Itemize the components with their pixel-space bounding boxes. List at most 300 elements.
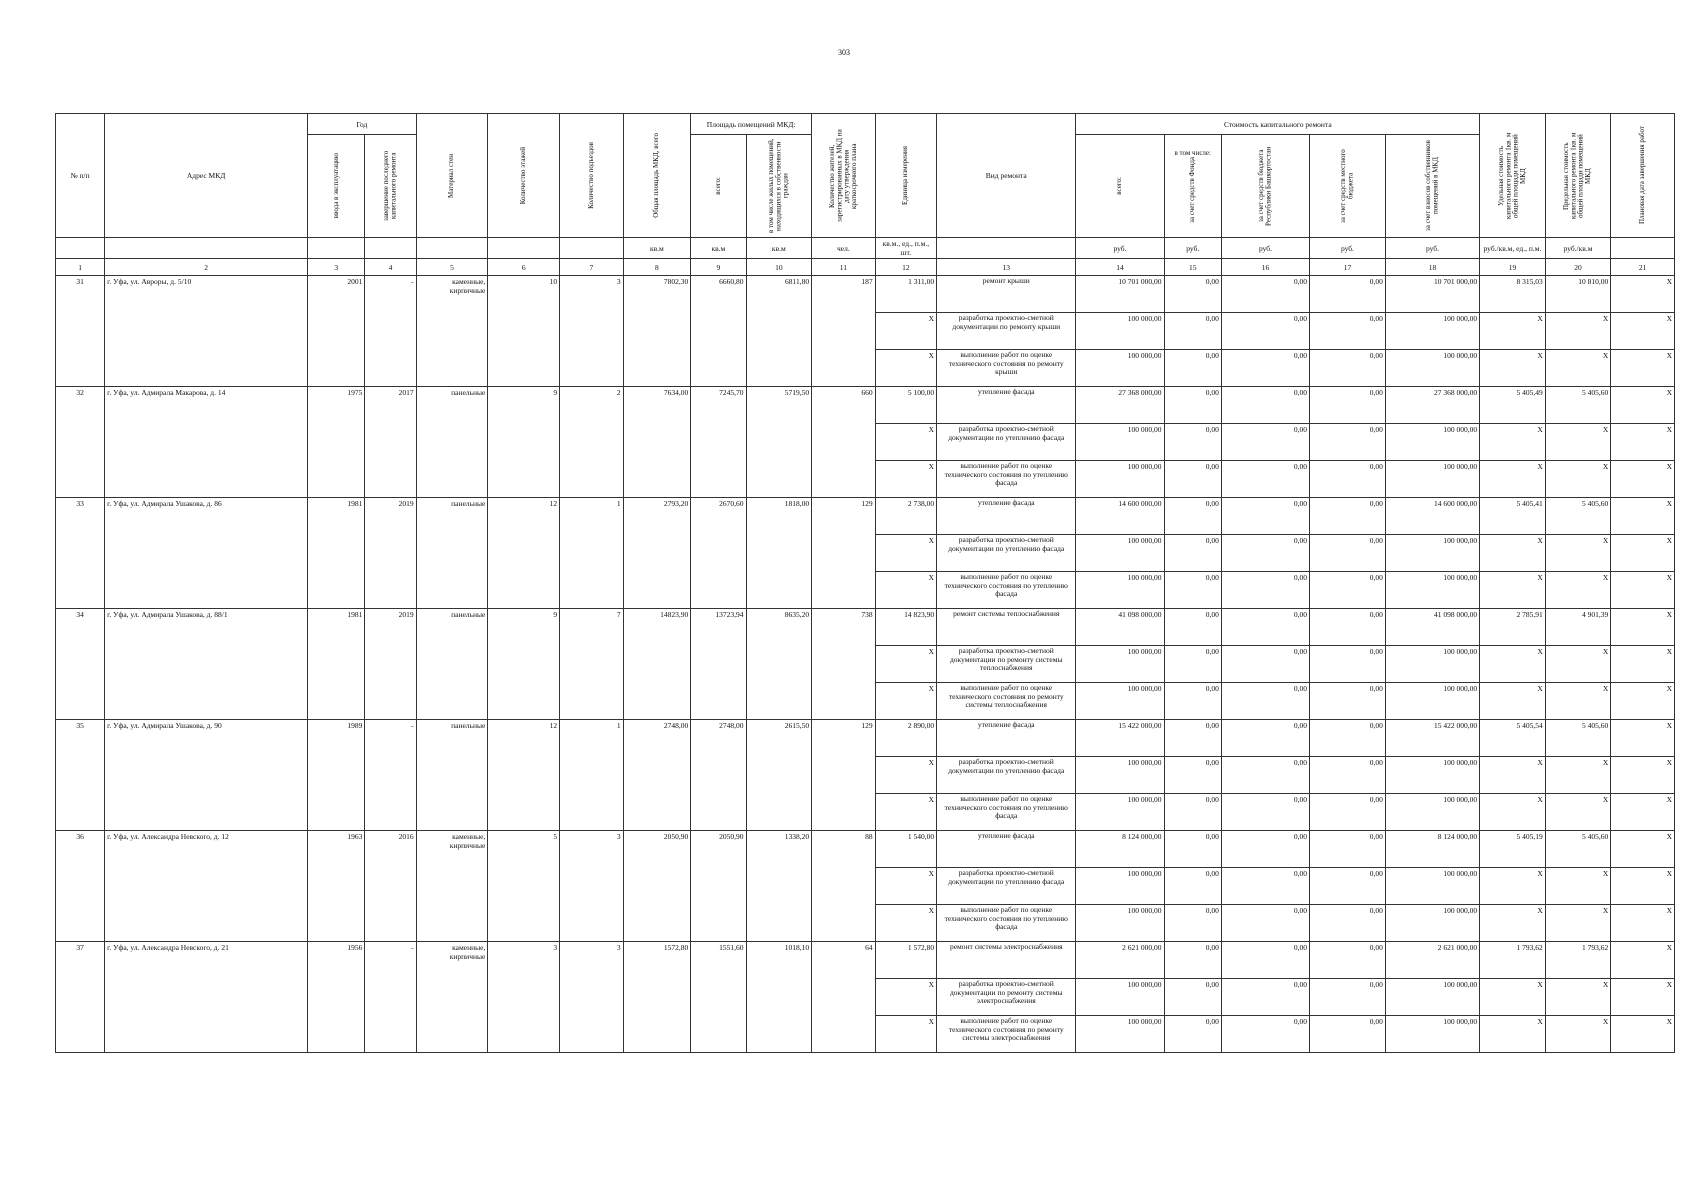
unit-cost-cell: 1 793,62 <box>1480 942 1546 979</box>
cost-local-cell: 0,00 <box>1310 794 1386 831</box>
index-cell: 4 <box>365 259 416 276</box>
unit-cell: кв.м., ед., п.м., шт. <box>875 238 936 259</box>
cost-total-cell: 10 701 000,00 <box>1076 276 1164 313</box>
cost-local-cell: 0,00 <box>1310 276 1386 313</box>
cost-local-cell: 0,00 <box>1310 350 1386 387</box>
work-type-cell: выполнение работ по оценке технического состояния по утеплению фасада <box>937 905 1076 942</box>
plan-date-cell: X <box>1611 720 1675 757</box>
plan-date-cell: X <box>1611 683 1675 720</box>
cost-fund-cell: 0,00 <box>1164 905 1221 942</box>
cost-owners-cell: 100 000,00 <box>1385 794 1479 831</box>
cost-total-cell: 100 000,00 <box>1076 868 1164 905</box>
last-repair-cell: 2016 <box>365 831 416 942</box>
quantity-cell: X <box>875 350 936 387</box>
row-number: 33 <box>56 498 105 609</box>
table-row <box>56 498 1675 535</box>
unit-cell: руб. <box>1164 238 1221 259</box>
cost-total-cell: 100 000,00 <box>1076 979 1164 1016</box>
residents-cell: 129 <box>812 498 876 609</box>
index-cell: 3 <box>308 259 365 276</box>
address-cell: г. Уфа, ул. Александра Невского, д. 21 <box>105 942 308 1053</box>
premises-cell: 2050,90 <box>691 831 746 942</box>
unit-cost-cell: X <box>1480 757 1546 794</box>
entrances-cell: 3 <box>560 831 624 942</box>
plan-date-cell: X <box>1611 498 1675 535</box>
wall-material-cell: панельные <box>416 498 488 609</box>
header-total-area: Общая площадь МКД, всего <box>623 114 691 238</box>
index-cell: 6 <box>488 259 560 276</box>
header-cost-republic: за счет средств бюджета Республики Башкортостан <box>1221 135 1309 238</box>
cost-republic-cell: 0,00 <box>1221 572 1309 609</box>
quantity-cell: 14 823,90 <box>875 609 936 646</box>
limit-cost-cell: X <box>1545 757 1611 794</box>
header-no: № п/п <box>56 114 105 238</box>
cost-fund-cell: 0,00 <box>1164 979 1221 1016</box>
plan-date-cell: X <box>1611 757 1675 794</box>
cost-local-cell: 0,00 <box>1310 1016 1386 1053</box>
header-address: Адрес МКД <box>105 114 308 238</box>
last-repair-cell: 2019 <box>365 498 416 609</box>
unit-cell: кв.м <box>746 238 812 259</box>
total-area-cell: 14823,90 <box>623 609 691 720</box>
cost-owners-cell: 2 621 000,00 <box>1385 942 1479 979</box>
unit-cost-cell: X <box>1480 979 1546 1016</box>
plan-date-cell: X <box>1611 313 1675 350</box>
unit-cost-cell: 2 785,91 <box>1480 609 1546 646</box>
header-residents: Количество жителей, зарегистрированных в МКД на дату утверждения краткосрочного плана <box>812 114 876 238</box>
work-type-cell: разработка проектно-сметной документации по ремонту крыши <box>937 313 1076 350</box>
work-type-cell: утепление фасада <box>937 720 1076 757</box>
cost-republic-cell: 0,00 <box>1221 794 1309 831</box>
wall-material-cell: каменные, кирпичные <box>416 831 488 942</box>
owned-cell: 1818,00 <box>746 498 812 609</box>
row-number: 36 <box>56 831 105 942</box>
index-cell: 11 <box>812 259 876 276</box>
unit-cost-cell: 5 405,41 <box>1480 498 1546 535</box>
premises-cell: 2670,60 <box>691 498 746 609</box>
quantity-cell: X <box>875 313 936 350</box>
limit-cost-cell: X <box>1545 1016 1611 1053</box>
entrances-cell: 3 <box>560 276 624 387</box>
quantity-cell: 2 738,00 <box>875 498 936 535</box>
quantity-cell: X <box>875 794 936 831</box>
quantity-cell: 2 890,00 <box>875 720 936 757</box>
table-row <box>56 831 1675 868</box>
floors-cell: 9 <box>488 387 560 498</box>
cost-total-cell: 100 000,00 <box>1076 1016 1164 1053</box>
header-plan-date: Плановая дата завершения работ <box>1611 114 1675 238</box>
quantity-cell: X <box>875 646 936 683</box>
table-row <box>56 609 1675 646</box>
quantity-cell: X <box>875 979 936 1016</box>
cost-republic-cell: 0,00 <box>1221 535 1309 572</box>
quantity-cell: X <box>875 757 936 794</box>
unit-cell <box>488 238 560 259</box>
cost-local-cell: 0,00 <box>1310 424 1386 461</box>
cost-republic-cell: 0,00 <box>1221 424 1309 461</box>
cost-total-cell: 100 000,00 <box>1076 905 1164 942</box>
work-type-cell: утепление фасада <box>937 387 1076 424</box>
cost-owners-cell: 100 000,00 <box>1385 905 1479 942</box>
cost-total-cell: 100 000,00 <box>1076 683 1164 720</box>
cost-republic-cell: 0,00 <box>1221 1016 1309 1053</box>
premises-cell: 6660,80 <box>691 276 746 387</box>
premises-cell: 13723,94 <box>691 609 746 720</box>
cost-fund-cell: 0,00 <box>1164 461 1221 498</box>
address-cell: г. Уфа, ул. Адмирала Ушакова, д. 90 <box>105 720 308 831</box>
plan-date-cell: X <box>1611 1016 1675 1053</box>
cost-owners-cell: 41 098 000,00 <box>1385 609 1479 646</box>
cost-republic-cell: 0,00 <box>1221 979 1309 1016</box>
index-cell: 20 <box>1545 259 1611 276</box>
cost-fund-cell: 0,00 <box>1164 387 1221 424</box>
total-area-cell: 7634,00 <box>623 387 691 498</box>
owned-cell: 5719,50 <box>746 387 812 498</box>
residents-cell: 738 <box>812 609 876 720</box>
cost-total-cell: 15 422 000,00 <box>1076 720 1164 757</box>
cost-republic-cell: 0,00 <box>1221 868 1309 905</box>
work-type-cell: выполнение работ по оценке технического состояния по утеплению фасада <box>937 572 1076 609</box>
cost-republic-cell: 0,00 <box>1221 646 1309 683</box>
index-cell: 16 <box>1221 259 1309 276</box>
cost-owners-cell: 100 000,00 <box>1385 683 1479 720</box>
cost-fund-cell: 0,00 <box>1164 720 1221 757</box>
limit-cost-cell: X <box>1545 424 1611 461</box>
plan-date-cell: X <box>1611 905 1675 942</box>
row-number: 31 <box>56 276 105 387</box>
work-type-cell: разработка проектно-сметной документации по утеплению фасада <box>937 868 1076 905</box>
year-cell: 1963 <box>308 831 365 942</box>
cost-owners-cell: 100 000,00 <box>1385 350 1479 387</box>
row-number: 35 <box>56 720 105 831</box>
work-type-cell: разработка проектно-сметной документации по ремонту системы теплоснабжения <box>937 646 1076 683</box>
unit-cost-cell: 5 405,49 <box>1480 387 1546 424</box>
cost-total-cell: 100 000,00 <box>1076 313 1164 350</box>
entrances-cell: 1 <box>560 498 624 609</box>
work-type-cell: выполнение работ по оценке технического состояния по ремонту системы электроснабжения <box>937 1016 1076 1053</box>
owned-cell: 6811,80 <box>746 276 812 387</box>
cost-fund-cell: 0,00 <box>1164 757 1221 794</box>
quantity-cell: 1 540,00 <box>875 831 936 868</box>
year-cell: 1975 <box>308 387 365 498</box>
cost-total-cell: 100 000,00 <box>1076 572 1164 609</box>
plan-date-cell: X <box>1611 794 1675 831</box>
plan-date-cell: X <box>1611 350 1675 387</box>
cost-owners-cell: 100 000,00 <box>1385 424 1479 461</box>
unit-cell <box>937 238 1076 259</box>
page-number: 303 <box>838 48 850 57</box>
floors-cell: 3 <box>488 942 560 1053</box>
cost-local-cell: 0,00 <box>1310 905 1386 942</box>
cost-fund-cell: 0,00 <box>1164 831 1221 868</box>
unit-cell: руб./кв.м <box>1545 238 1611 259</box>
cost-republic-cell: 0,00 <box>1221 350 1309 387</box>
address-cell: г. Уфа, ул. Адмирала Ушакова, д. 86 <box>105 498 308 609</box>
index-cell: 15 <box>1164 259 1221 276</box>
limit-cost-cell: X <box>1545 905 1611 942</box>
limit-cost-cell: X <box>1545 868 1611 905</box>
address-cell: г. Уфа, ул. Адмирала Макарова, д. 14 <box>105 387 308 498</box>
cost-owners-cell: 100 000,00 <box>1385 868 1479 905</box>
header-cost-group <box>1076 114 1480 135</box>
cost-fund-cell: 0,00 <box>1164 276 1221 313</box>
cost-owners-cell: 14 600 000,00 <box>1385 498 1479 535</box>
work-type-cell: утепление фасада <box>937 831 1076 868</box>
premises-cell: 1551,60 <box>691 942 746 1053</box>
header-wall-material: Материал стен <box>416 114 488 238</box>
header-limit-cost: Предельная стоимость капитального ремонта 1кв. м общей площади помещений МКД <box>1545 114 1611 238</box>
work-type-cell: ремонт крыши <box>937 276 1076 313</box>
cost-local-cell: 0,00 <box>1310 683 1386 720</box>
year-cell: 1981 <box>308 498 365 609</box>
header-cost-owners: за счет взносов собственников помещений в МКД <box>1385 135 1479 238</box>
year-cell: 1956 <box>308 942 365 1053</box>
table-row <box>56 720 1675 757</box>
unit-cost-cell: X <box>1480 794 1546 831</box>
cost-republic-cell: 0,00 <box>1221 757 1309 794</box>
unit-cost-cell: X <box>1480 313 1546 350</box>
cost-local-cell: 0,00 <box>1310 831 1386 868</box>
cost-local-cell: 0,00 <box>1310 313 1386 350</box>
limit-cost-cell: X <box>1545 461 1611 498</box>
unit-cell: руб. <box>1310 238 1386 259</box>
cost-local-cell: 0,00 <box>1310 720 1386 757</box>
unit-cell <box>416 238 488 259</box>
unit-cell: руб. <box>1076 238 1164 259</box>
header-entrances: Количество подъездов <box>560 114 624 238</box>
total-area-cell: 1572,80 <box>623 942 691 1053</box>
work-type-cell: утепление фасада <box>937 498 1076 535</box>
cost-fund-cell: 0,00 <box>1164 868 1221 905</box>
cost-fund-cell: 0,00 <box>1164 1016 1221 1053</box>
quantity-cell: X <box>875 461 936 498</box>
header-cost-total: всего: <box>1076 135 1164 238</box>
cost-total-cell: 27 368 000,00 <box>1076 387 1164 424</box>
cost-total-cell: 100 000,00 <box>1076 535 1164 572</box>
cost-republic-cell: 0,00 <box>1221 387 1309 424</box>
total-area-cell: 2050,90 <box>623 831 691 942</box>
cost-fund-cell: 0,00 <box>1164 572 1221 609</box>
cost-republic-cell: 0,00 <box>1221 683 1309 720</box>
work-type-cell: ремонт системы теплоснабжения <box>937 609 1076 646</box>
quantity-cell: X <box>875 868 936 905</box>
cost-owners-cell: 100 000,00 <box>1385 461 1479 498</box>
header-unit-cost: Удельная стоимость капитального ремонта 1кв. м общей площади помещений МКД <box>1480 114 1546 238</box>
cost-local-cell: 0,00 <box>1310 979 1386 1016</box>
unit-cost-cell: X <box>1480 868 1546 905</box>
header-premises-group: Площадь помещений МКД: <box>691 114 812 135</box>
entrances-cell: 3 <box>560 942 624 1053</box>
quantity-cell: 1 311,00 <box>875 276 936 313</box>
total-area-cell: 2793,20 <box>623 498 691 609</box>
work-type-cell: ремонт системы электроснабжения <box>937 942 1076 979</box>
cost-owners-cell: 100 000,00 <box>1385 313 1479 350</box>
floors-cell: 10 <box>488 276 560 387</box>
header-unit: Единица измерения <box>875 114 936 238</box>
unit-cell <box>1611 238 1675 259</box>
cost-local-cell: 0,00 <box>1310 498 1386 535</box>
table-row <box>56 387 1675 424</box>
unit-cost-cell: X <box>1480 424 1546 461</box>
limit-cost-cell: X <box>1545 794 1611 831</box>
header-floors: Количество этажей <box>488 114 560 238</box>
index-cell: 7 <box>560 259 624 276</box>
header-cost-fund: в том числе: за счет средств Фонда <box>1164 135 1221 238</box>
cost-local-cell: 0,00 <box>1310 387 1386 424</box>
year-cell: 1981 <box>308 609 365 720</box>
work-type-cell: разработка проектно-сметной документации по утеплению фасада <box>937 757 1076 794</box>
header-year-last-repair: завершение последнего капитального ремонта <box>365 135 416 238</box>
cost-republic-cell: 0,00 <box>1221 905 1309 942</box>
row-number: 34 <box>56 609 105 720</box>
unit-cell: руб. <box>1221 238 1309 259</box>
wall-material-cell: панельные <box>416 387 488 498</box>
index-cell: 19 <box>1480 259 1546 276</box>
header-year-group: Год <box>308 114 417 135</box>
limit-cost-cell: 5 405,60 <box>1545 387 1611 424</box>
limit-cost-cell: 5 405,60 <box>1545 720 1611 757</box>
cost-total-cell: 100 000,00 <box>1076 757 1164 794</box>
quantity-cell: X <box>875 683 936 720</box>
wall-material-cell: панельные <box>416 720 488 831</box>
index-cell: 10 <box>746 259 812 276</box>
cost-total-cell: 100 000,00 <box>1076 424 1164 461</box>
cost-total-cell: 8 124 000,00 <box>1076 831 1164 868</box>
wall-material-cell: панельные <box>416 609 488 720</box>
unit-cost-cell: 8 315,03 <box>1480 276 1546 313</box>
year-cell: 1989 <box>308 720 365 831</box>
floors-cell: 12 <box>488 720 560 831</box>
premises-cell: 7245,70 <box>691 387 746 498</box>
header-premises-total: всего: <box>691 135 746 238</box>
last-repair-cell: - <box>365 942 416 1053</box>
cost-fund-cell: 0,00 <box>1164 683 1221 720</box>
entrances-cell: 1 <box>560 720 624 831</box>
cost-fund-cell: 0,00 <box>1164 794 1221 831</box>
index-cell: 14 <box>1076 259 1164 276</box>
cost-fund-cell: 0,00 <box>1164 498 1221 535</box>
plan-date-cell: X <box>1611 276 1675 313</box>
cost-fund-cell: 0,00 <box>1164 535 1221 572</box>
cost-owners-cell: 100 000,00 <box>1385 979 1479 1016</box>
cost-total-cell: 100 000,00 <box>1076 646 1164 683</box>
unit-cost-cell: 5 405,54 <box>1480 720 1546 757</box>
entrances-cell: 7 <box>560 609 624 720</box>
residents-cell: 64 <box>812 942 876 1053</box>
table-row <box>56 942 1675 979</box>
limit-cost-cell: X <box>1545 646 1611 683</box>
index-row <box>56 259 1675 276</box>
cost-owners-cell: 10 701 000,00 <box>1385 276 1479 313</box>
unit-cell <box>105 238 308 259</box>
cost-republic-cell: 0,00 <box>1221 313 1309 350</box>
plan-date-cell: X <box>1611 942 1675 979</box>
cost-owners-cell: 100 000,00 <box>1385 535 1479 572</box>
header-cost-local: за счет средств местного бюджета <box>1310 135 1386 238</box>
index-cell: 9 <box>691 259 746 276</box>
index-cell: 8 <box>623 259 691 276</box>
work-type-cell: разработка проектно-сметной документации по утеплению фасада <box>937 424 1076 461</box>
cost-owners-cell: 100 000,00 <box>1385 757 1479 794</box>
cost-total-cell: 100 000,00 <box>1076 794 1164 831</box>
limit-cost-cell: X <box>1545 350 1611 387</box>
header-work-type: Вид ремонта <box>937 114 1076 238</box>
address-cell: г. Уфа, ул. Александра Невского, д. 12 <box>105 831 308 942</box>
row-number: 37 <box>56 942 105 1053</box>
plan-date-cell: X <box>1611 609 1675 646</box>
index-cell: 1 <box>56 259 105 276</box>
unit-cell <box>56 238 105 259</box>
index-cell: 2 <box>105 259 308 276</box>
unit-cost-cell: X <box>1480 572 1546 609</box>
cost-local-cell: 0,00 <box>1310 535 1386 572</box>
row-number: 32 <box>56 387 105 498</box>
last-repair-cell: - <box>365 276 416 387</box>
cost-republic-cell: 0,00 <box>1221 720 1309 757</box>
header-incl: в том числе: <box>1174 149 1211 158</box>
unit-cell: руб. <box>1385 238 1479 259</box>
unit-cost-cell: X <box>1480 535 1546 572</box>
cost-local-cell: 0,00 <box>1310 609 1386 646</box>
entrances-cell: 2 <box>560 387 624 498</box>
limit-cost-cell: X <box>1545 535 1611 572</box>
cost-local-cell: 0,00 <box>1310 646 1386 683</box>
unit-cost-cell: X <box>1480 683 1546 720</box>
index-cell: 18 <box>1385 259 1479 276</box>
total-area-cell: 2748,00 <box>623 720 691 831</box>
floors-cell: 12 <box>488 498 560 609</box>
plan-date-cell: X <box>1611 572 1675 609</box>
work-type-cell: разработка проектно-сметной документации по ремонту системы электроснабжения <box>937 979 1076 1016</box>
cost-fund-cell: 0,00 <box>1164 313 1221 350</box>
limit-cost-cell: 1 793,62 <box>1545 942 1611 979</box>
cost-fund-cell: 0,00 <box>1164 350 1221 387</box>
residents-cell: 129 <box>812 720 876 831</box>
floors-cell: 5 <box>488 831 560 942</box>
limit-cost-cell: 10 810,00 <box>1545 276 1611 313</box>
cost-total-cell: 14 600 000,00 <box>1076 498 1164 535</box>
quantity-cell: X <box>875 905 936 942</box>
premises-cell: 2748,00 <box>691 720 746 831</box>
cost-owners-cell: 8 124 000,00 <box>1385 831 1479 868</box>
residents-cell: 88 <box>812 831 876 942</box>
cost-owners-cell: 100 000,00 <box>1385 646 1479 683</box>
address-cell: г. Уфа, ул. Авроры, д. 5/10 <box>105 276 308 387</box>
cost-total-cell: 100 000,00 <box>1076 461 1164 498</box>
unit-cost-cell: X <box>1480 646 1546 683</box>
cost-republic-cell: 0,00 <box>1221 498 1309 535</box>
quantity-cell: 5 100,00 <box>875 387 936 424</box>
limit-cost-cell: 4 901,39 <box>1545 609 1611 646</box>
work-type-cell: выполнение работ по оценке технического состояния по ремонту крыши <box>937 350 1076 387</box>
table-body <box>56 276 1675 1053</box>
quantity-cell: X <box>875 1016 936 1053</box>
work-type-cell: выполнение работ по оценке технического состояния по ремонту системы теплоснабжения <box>937 683 1076 720</box>
plan-date-cell: X <box>1611 868 1675 905</box>
units-row <box>56 238 1675 259</box>
unit-cell <box>365 238 416 259</box>
plan-date-cell: X <box>1611 424 1675 461</box>
wall-material-cell: каменные, кирпичные <box>416 276 488 387</box>
index-cell: 12 <box>875 259 936 276</box>
table-row <box>56 276 1675 313</box>
index-cell: 17 <box>1310 259 1386 276</box>
quantity-cell: X <box>875 535 936 572</box>
cost-local-cell: 0,00 <box>1310 757 1386 794</box>
unit-cost-cell: X <box>1480 905 1546 942</box>
quantity-cell: X <box>875 424 936 461</box>
index-cell: 13 <box>937 259 1076 276</box>
